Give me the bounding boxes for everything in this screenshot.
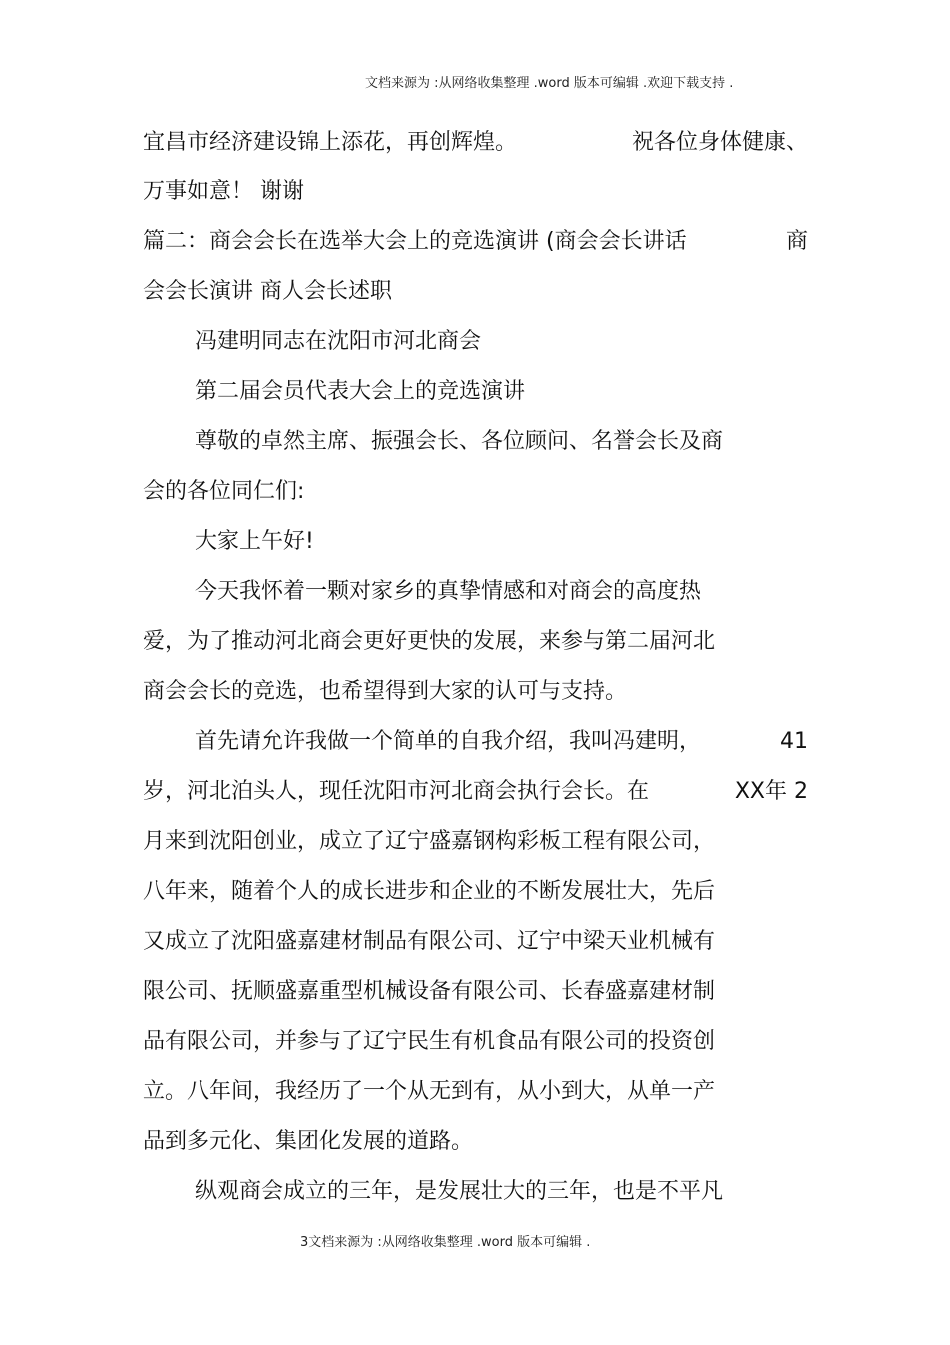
body-line: 爱，为了推动河北商会更好更快的发展，来参与第二届河北 (143, 629, 716, 654)
body-line (143, 227, 808, 257)
body-line: 八年来，随着个人的成长进步和企业的不断发展壮大，先后 (143, 879, 716, 904)
body-line: 大家上午好! (195, 529, 314, 554)
body-line (195, 727, 808, 757)
body-line: 万事如意！ 谢谢 (143, 179, 304, 204)
body-line: 纵观商会成立的三年，是发展壮大的三年，也是不平凡 (195, 1179, 724, 1204)
body-line: 立。八年间，我经历了一个从无到有，从小到大，从单一产 (143, 1079, 716, 1104)
body-line: 限公司、抚顺盛嘉重型机械设备有限公司、长春盛嘉建材制 (143, 979, 716, 1004)
body-line: 会会长演讲 商人会长述职 (143, 279, 392, 304)
body-line: 尊敬的卓然主席、振强会长、各位顾问、名誉会长及商 (195, 429, 724, 454)
page-footer: 3文档来源为 :从网络收集整理 .word 版本可编辑 . (300, 1235, 591, 1250)
body-line-right: 41 (780, 729, 808, 754)
body-line-right: 商 (785, 229, 808, 254)
body-line: 商会会长的竞选，也希望得到大家的认可与支持。 (143, 679, 628, 704)
body-line-text: 岁，河北泊头人，现任沈阳市河北商会执行会长。在 (143, 779, 650, 804)
body-line: 品有限公司，并参与了辽宁民生有机食品有限公司的投资创 (143, 1029, 716, 1054)
page-header: 文档来源为 :从网络收集整理 .word 版本可编辑 .欢迎下载支持 . (365, 76, 734, 91)
speech-title-line: 第二届会员代表大会上的竞选演讲 (195, 379, 526, 404)
body-line: 品到多元化、集团化发展的道路。 (143, 1129, 474, 1154)
body-line: 今天我怀着一颗对家乡的真挚情感和对商会的高度热 (195, 579, 702, 604)
body-line (143, 128, 808, 158)
body-line: 月来到沈阳创业，成立了辽宁盛嘉钢构彩板工程有限公司， (143, 829, 716, 854)
speech-title-line: 冯建明同志在沈阳市河北商会 (195, 329, 482, 354)
section-heading-text: 篇二：商会会长在选举大会上的竞选演讲 (商会会长讲话 (143, 229, 687, 254)
body-line-right: 祝各位身体健康、 (631, 130, 808, 155)
body-line-right: XX年 2 (734, 779, 808, 804)
body-line-text: 首先请允许我做一个简单的自我介绍，我叫冯建明， (195, 729, 702, 754)
body-line: 会的各位同仁们: (143, 479, 305, 504)
body-line-text: 宜昌市经济建设锦上添花，再创辉煌。 (143, 130, 518, 155)
body-line (143, 777, 808, 807)
body-line: 又成立了沈阳盛嘉建材制品有限公司、辽宁中梁天业机械有 (143, 929, 716, 954)
